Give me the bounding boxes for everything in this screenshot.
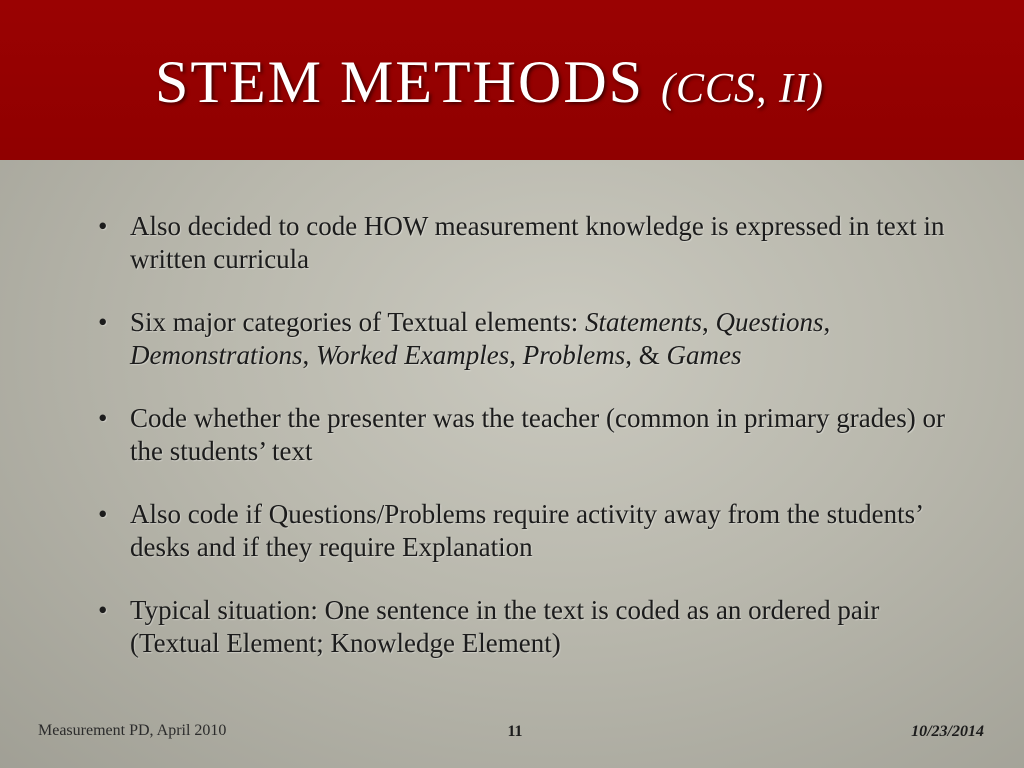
- bullet-item: [98, 306, 968, 372]
- bullet-text: ,: [701, 307, 716, 337]
- bullet-marker: •: [98, 499, 108, 529]
- bullet-text: Typical situation: One sentence in the text is coded as an ordered pair (Textual Element; Knowledge Element): [130, 595, 880, 658]
- footer-date: 10/23/2014: [911, 723, 984, 740]
- bullet-text: Also decided to code HOW measurement knowledge is expressed in text in written curricula: [130, 211, 945, 274]
- bullet-marker: •: [98, 211, 108, 241]
- bullet-text-italic: Worked Examples: [316, 340, 510, 370]
- bullet-text: Six major categories of Textual elements:: [130, 307, 585, 337]
- slide-title-main: STEM METHODS: [155, 49, 662, 115]
- bullet-item: [98, 594, 968, 660]
- bullet-text-italic: Demonstrations: [130, 340, 303, 370]
- footer-presentation-name: Measurement PD, April 2010: [38, 722, 227, 739]
- bullet-list: [98, 210, 968, 660]
- slide-title-subtitle: (CCS, II): [661, 66, 825, 112]
- bullet-text-italic: Questions: [715, 307, 824, 337]
- bullet-text-italic: Games: [666, 340, 742, 370]
- bullet-text: ,: [823, 307, 831, 337]
- bullet-item: [98, 498, 968, 564]
- bullet-text: ,: [302, 340, 317, 370]
- bullet-text-italic: Statements: [584, 307, 702, 337]
- bullet-text: Code whether the presenter was the teacher (common in primary grades) or the students’ text: [130, 403, 945, 466]
- bullet-item: [98, 210, 968, 276]
- bullet-text: Also code if Questions/Problems require activity away from the students’ desks and if they require Explanation: [130, 499, 923, 562]
- bullet-marker: •: [98, 595, 108, 625]
- bullet-text: ,: [509, 340, 523, 370]
- bullet-text-italic: Problems: [522, 340, 626, 370]
- title-banner: [0, 0, 1024, 160]
- bullet-marker: •: [98, 403, 108, 433]
- slide-content: [98, 210, 968, 690]
- footer-slide-number: 11: [507, 723, 523, 740]
- bullet-text: , &: [625, 340, 667, 370]
- slide-title: [155, 42, 824, 129]
- bullet-item: [98, 402, 968, 468]
- bullet-marker: •: [98, 307, 108, 337]
